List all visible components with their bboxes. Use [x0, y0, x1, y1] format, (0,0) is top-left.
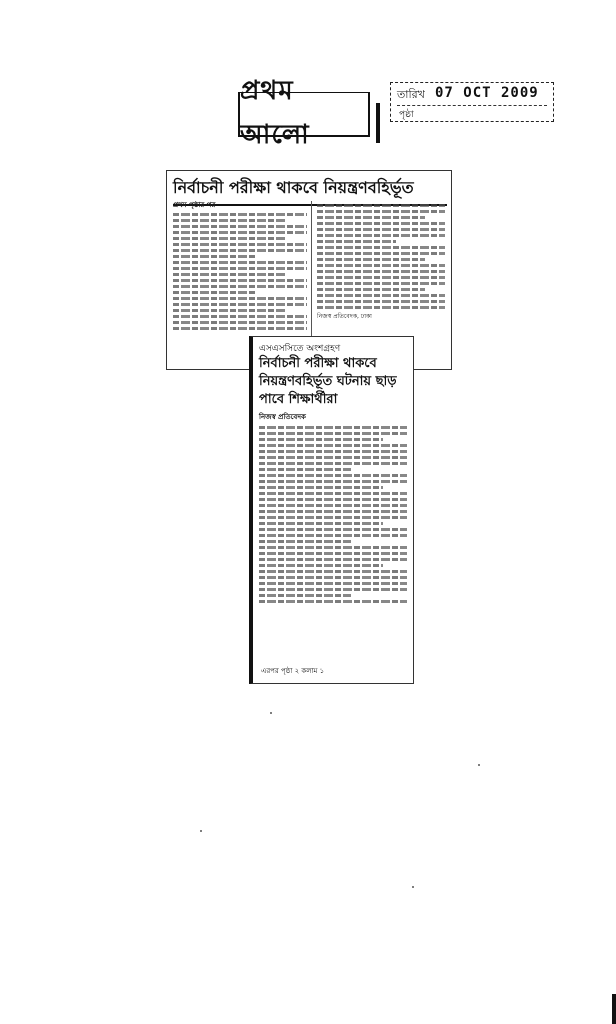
date-label: তারিখ	[397, 88, 425, 101]
stamp-divider	[397, 105, 547, 106]
clipping-1-credit: নিজস্ব প্রতিবেদক, ঢাকা	[317, 313, 372, 320]
clipping-2-kicker: এসএসসিতে অংশগ্রহণ	[259, 344, 341, 354]
date-stamp	[390, 82, 554, 122]
news-clipping-2	[249, 336, 414, 684]
clipping-1-headline: নির্বাচনী পরীক্ষা থাকবে নিয়ন্ত্রণবহির্ভূত	[173, 175, 447, 206]
page-label: পৃষ্ঠা	[399, 110, 414, 120]
scan-speck	[478, 764, 480, 766]
newspaper-masthead: প্রথম আলো	[238, 92, 370, 137]
clipping-2-continuation: এরপর পৃষ্ঠা ২ কলাম ১	[261, 667, 325, 675]
scan-speck	[270, 712, 272, 714]
clipping-1-byline: প্রথম পৃষ্ঠার পর	[173, 201, 216, 209]
clipping-2-body	[259, 423, 407, 679]
scan-edge-mark	[612, 994, 616, 1024]
date-value: 07 OCT 2009	[435, 85, 539, 101]
scan-speck	[412, 886, 414, 888]
scan-speck	[200, 830, 202, 832]
clipping-2-headline: নির্বাচনী পরীক্ষা থাকবে নিয়ন্ত্রণবহির্ভূত ঘটনায় ছাড় পাবে শিক্ষার্থীরা	[259, 356, 397, 407]
clipping-2-byline: নিজস্ব প্রতিবেদক	[259, 413, 306, 421]
